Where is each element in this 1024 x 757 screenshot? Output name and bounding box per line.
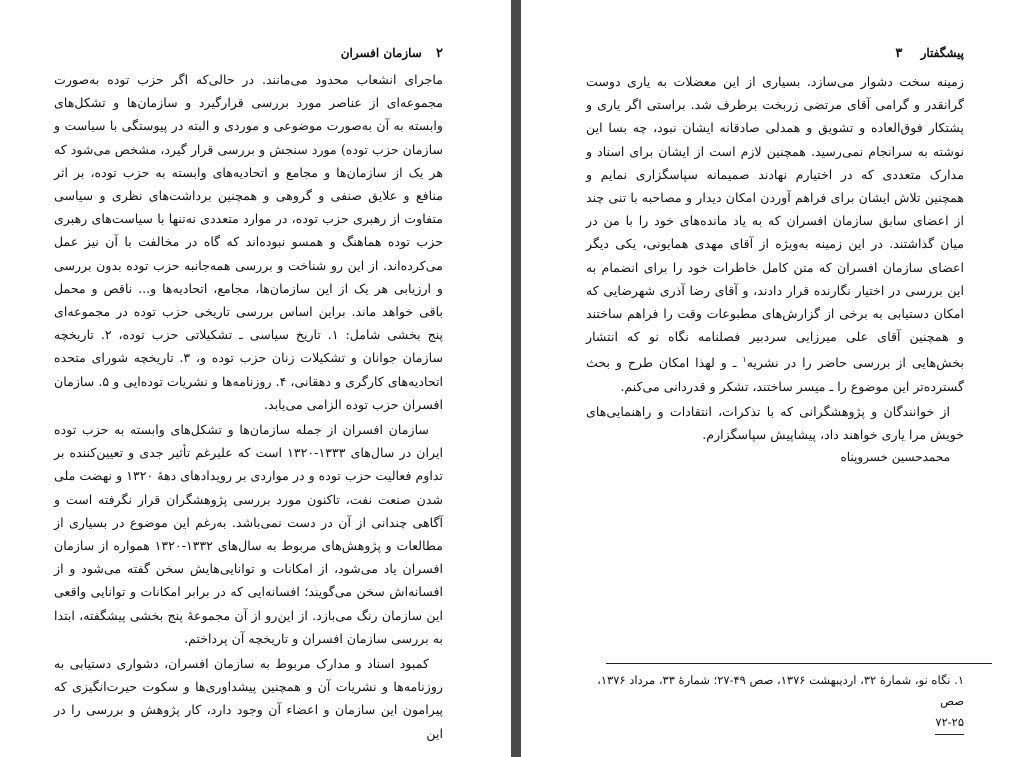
footnote-text: ۱. نگاه نو، شمارۀ ۳۲، اردیبهشت ۱۳۷۶، صص ۴۹-۲۷؛ شمارۀ ۳۳، مرداد ۱۳۷۶، صص: [597, 673, 964, 708]
right-paragraph-1-text: زمینه سخت دشوار می‌سازد. بسیاری از این معضلات به یاری دوست گرانقدر و گرامی آقای مرتضی زربخت برطرف شد. براستی اگر یاری و پشتکار فوق‌العاده و تشویق و همدلی صادقانه ایشان نبود، چه بسا این نوشته به سرانجام نمی‌رسید. همچنین لازم است از ایشان برای اسناد و مدارک متعددی که در اختیارم نهادند صمیمانه سپاسگزاری نمایم و همچنین تلاش ایشان برای فراهم آوردن امکان دیدار و مصاحبه با تنی چند از اعضای سابق سازمان افسران که به یاد مانده‌های خود را با من در میان گذاشتند. در این زمینه به‌ویژه از آقای مهدی همایونی، یکی دیگر اعضای سازمان افسران که متن کامل خاطرات خود را برای انضمام به این بررسی در اختیار نگارنده قرار دادند، و آقای رضا آذری شهرضایی که امکان دستیابی به برخی از گزارش‌های مطبوعات وقت را فراهم ساختند و همچنین آقای علی میرزایی سردبیر فصلنامه نگاه نو که انتشار بخش‌هایی از بررسی حاضر را در نشریه: [586, 74, 965, 371]
right-page-number: ۳: [895, 46, 903, 61]
right-paragraph-2: از خوانندگان و پژوهشگرانی که با تذکرات، انتقادات و راهنمایی‌های خویش مرا یاری خواهند داد، پیشاپیش سپاسگزارم.: [586, 404, 964, 443]
footnote: [578, 670, 964, 735]
left-page: [0, 0, 511, 757]
footnote-marker: ۱: [742, 355, 747, 365]
left-paragraph-2: سازمان افسران از جمله سازمان‌ها و تشکل‌های وابسته به حزب توده ایران در سال‌های ۱۳۳۳-۱۳۲۰ است که علیرغم تأثیر جدی و تعیین‌کننده بر تداوم فعالیت حزب توده و در مواردی بر رویدادهای دهۀ ۱۳۲۰ و نهضت ملی شدن صنعت نفت، تاکنون مورد بررسی پژوهشگران قرار نگرفته است و آگاهی چندانی از آن در دست نمی‌باشد. به‌رغم این موضوع در بسیاری از مطالعات و پژوهش‌های مربوط به سال‌های ۱۳۳۲-۱۳۲۰ همواره از سازمان افسران یاد می‌شود، از امکانات و توانایی‌هایش سخن گفته می‌شود و از افسانه‌اش سخن می‌گویند؛ افسانه‌ایی که در برابر امکانات و توانایی واقعی این سازمان رنگ می‌بازد. از این‌رو از آن مجموعۀ پنج بخشی پیشگفته، ابتدا به بررسی سازمان افسران و تاریخچه آن پرداختم.: [54, 422, 444, 646]
right-paragraph-1-cont: ـ و لهذا امکان طرح و بحث گسترده‌تر این موضوع را ـ میسر ساختند، تشکر و قدردانی می‌کنم.: [586, 355, 964, 394]
right-running-title: پیشگفتار: [920, 46, 964, 60]
left-running-head: [341, 46, 443, 61]
footnote-page-range: ۷۲-۲۵: [935, 712, 964, 735]
left-paragraph-3: کمبود اسناد و مدارک مربوط به سازمان افسران، دشواری دستیابی به روزنامه‌ها و نشریات آن و همچنین پیشداوری‌ها و سکوت حیرت‌انگیزی که پیرامون این سازمان و اعضاء آن وجود دارد، کار پژوهش و بررسی را در این: [54, 656, 443, 741]
left-page-number: ۲: [436, 46, 443, 61]
right-body-text: [586, 70, 964, 470]
left-body-text: [54, 68, 443, 745]
left-running-title: سازمان افسران: [340, 46, 422, 60]
right-paragraph-1: [586, 70, 964, 398]
left-paragraph-1: ماجرای انشعاب محدود می‌مانند. در حالی‌که اگر حزب توده به‌صورت مجموعه‌ای از عناصر مورد بررسی قرارگیرد و سازمان‌ها و تشکل‌های وابسته به آن به‌صورت موضوعی و موردی و البته در پیوستگی با سیاست و سازمان حزب توده) مورد سنجش و بررسی قرار گیرد، مشخص می‌شود که هر یک از سازمان‌ها و مجامع و اتحادیه‌های وابسته به حزب توده، بر اثر منافع و علایق صنفی و گروهی و همچنین برداشت‌های نظری و سیاسی متفاوت از رهبری حزب توده، در موارد متعددی نه‌تنها با سیاست‌های رهبری حزب توده هماهنگ و همسو نبوده‌اند که گاه در مخالفت با آن نیز عمل می‌کرده‌اند. از این رو شناخت و بررسی همه‌جانبه حزب توده بدون بررسی و ارزیابی هر یک از این سازمان‌ها، مجامع، اتحادیه‌ها و... ناقص و محمل باقی خواهد ماند. براین اساس بررسی تاریخی حزب توده در مجموعه‌ای پنج بخشی شامل: ۱. تاریخ سیاسی ـ تشکیلاتی حزب توده، ۲. تاریخچه سازمان جوانان و تشکیلات زنان حزب توده و، ۳. تاریخچه شورای متحده اتحادیه‌های کارگری و دهقانی، ۴. روزنامه‌ها و نشریات توده‌ایی و ۵. سازمان افسران حزب توده الزامی می‌یابد.: [54, 72, 444, 412]
book-gutter: [511, 0, 521, 757]
footnote-rule: [606, 663, 992, 664]
author-signature: محمدحسین خسروپناه: [840, 450, 950, 465]
right-running-head: [895, 46, 964, 61]
right-page: [521, 0, 1024, 757]
